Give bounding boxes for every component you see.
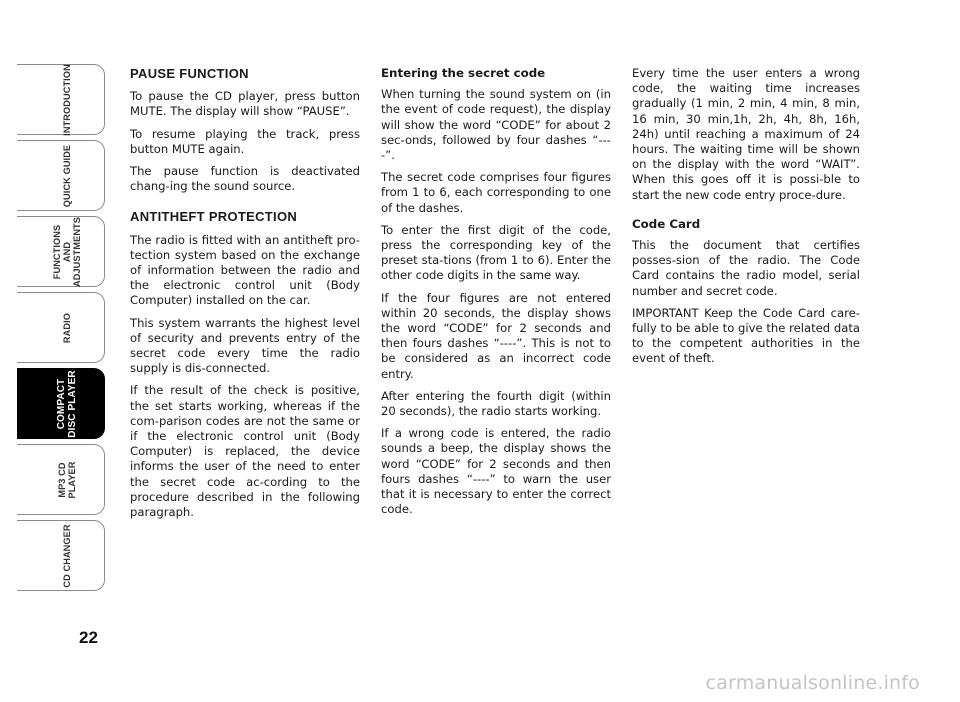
paragraph: If a wrong code is entered, the radio sounds a beep, the display shows the word “CODE” for 2 seconds and then fours dashes “----” to warn the user that it is necessary to enter the correct code. — [381, 426, 611, 517]
paragraph: If the result of the check is positive, the set starts working, whereas if the com-parison codes are not the same or if the electronic control unit (Body Computer) is replaced, the device informs the user of the need to enter the secret code ac-cording to the procedure described in the following paragraph. — [130, 383, 360, 520]
paragraph: IMPORTANT Keep the Code Card care-fully to be able to give the related data to the competent authorities in the event of theft. — [632, 305, 860, 366]
watermark: carmanualsonline.info — [705, 672, 920, 694]
paragraph: To enter the first digit of the code, press the corresponding key of the preset sta-tions (from 1 to 6). Enter the other code digits in the same way. — [381, 222, 611, 283]
tab-cd-changer[interactable] — [17, 520, 105, 591]
heading-entering-secret-code: Entering the secret code — [381, 66, 546, 80]
tab-quick-guide[interactable] — [17, 140, 105, 211]
section-tabs — [17, 64, 105, 596]
heading-pause-function: PAUSE FUNCTION — [130, 66, 249, 81]
paragraph: Every time the user enters a wrong code, the waiting time increases gradually (1 min, 2 min, 4 min, 8 min, 16 min, 30 min,1h, 2h, 4h, 8h, 16h, 24h) until reaching a maximum of 24 hours. The waiting time will be shown on the display with the word “WAIT”. When this goes off it is possi-ble to start the new code entry proce-dure. — [632, 66, 860, 202]
column-secret-code — [381, 66, 611, 524]
tab-label-mp3-cd-player: MP3 CD PLAYER — [57, 460, 78, 499]
paragraph: This the document that certifies posses-sion of the radio. The Code Card contains the radio model, serial number and secret code. — [632, 238, 860, 298]
heading-code-card: Code Card — [632, 216, 701, 231]
tab-label-cd-changer: CD CHANGER — [62, 523, 73, 588]
paragraph: The radio is fitted with an antitheft pro-tection system based on the exchange of information between the radio and the electronic control unit (Body Computer) installed on the car. — [130, 232, 360, 308]
tab-label-quick-guide: QUICK GUIDE — [62, 144, 73, 207]
tab-label-introduction: INTRODUCTION — [62, 63, 73, 136]
paragraph: The pause function is deactivated chang-ing the sound source. — [130, 164, 360, 194]
page-number: 22 — [79, 628, 98, 647]
column-code-card — [632, 66, 860, 374]
tab-label-radio: RADIO — [62, 312, 73, 343]
tab-introduction[interactable] — [17, 64, 105, 135]
paragraph: When turning the sound system on (in the event of code request), the display will show the word “CODE” for about 2 sec-onds, followed by four dashes “----”. — [381, 87, 611, 163]
tab-mp3-cd-player[interactable] — [17, 444, 105, 515]
heading-antitheft-protection: ANTITHEFT PROTECTION — [130, 209, 298, 225]
paragraph: This system warrants the highest level of security and prevents entry of the secret code every time the radio supply is dis-connected. — [130, 315, 360, 376]
tab-label-functions-and-adjustments: FUNCTIONS AND ADJUSTMENTS — [52, 216, 83, 287]
tab-label-compact-disc-player: COMPACT DISC PLAYER — [56, 369, 79, 438]
paragraph: To pause the CD player, press button MUTE. The display will show “PAUSE”. — [130, 89, 360, 119]
paragraph: The secret code comprises four figures from 1 to 6, each corresponding to one of the dashes. — [381, 170, 611, 215]
tab-functions-and-adjustments[interactable] — [17, 216, 105, 287]
paragraph: If the four figures are not entered within 20 seconds, the display shows the word “CODE” for 2 seconds and then fours dashes “----”. This is not to be considered as an incorrect code entry. — [381, 290, 611, 381]
tab-radio[interactable] — [17, 292, 105, 363]
tab-compact-disc-player[interactable] — [17, 368, 105, 439]
paragraph: After entering the fourth digit (within 20 seconds), the radio starts working. — [381, 388, 611, 419]
paragraph: To resume playing the track, press button MUTE again. — [130, 126, 360, 156]
column-pause-antitheft — [130, 66, 360, 527]
